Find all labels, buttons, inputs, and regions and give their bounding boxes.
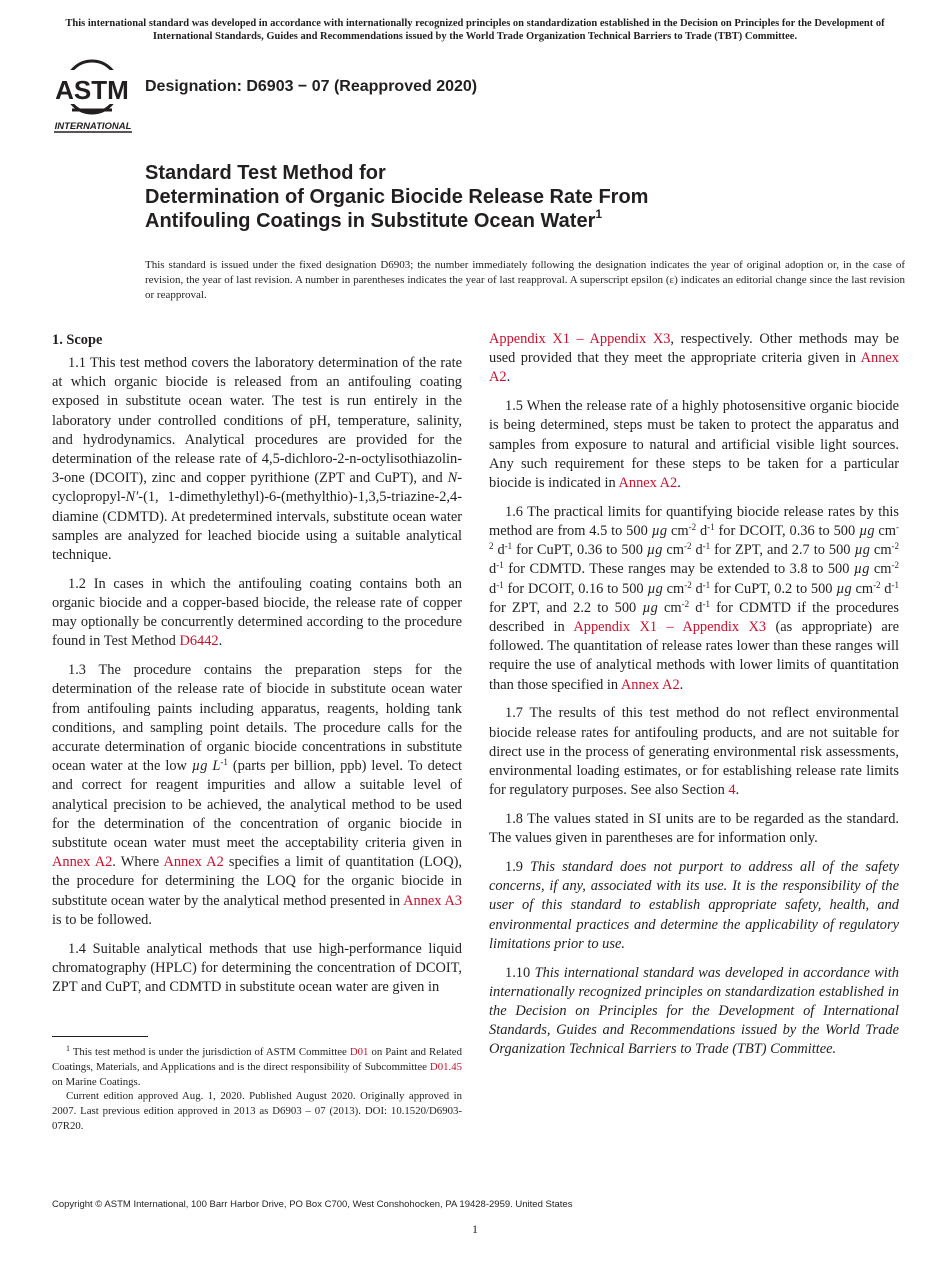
document-title (145, 161, 845, 233)
top-notice: This international standard was developed in accordance with internationally recognized principles on standardization established in the Decision on Principles for the Development of International Standards, Guides and Recommendations issued by the World Trade Organization Technical Barriers to Trade (TBT) Committee. (65, 18, 885, 42)
paragraph-1-5: 1.5 When the release rate of a highly photosensitive organic biocide is being determined, steps must be taken to protect the apparatus and samples from exposure to natural and artificial visible light sources. Any such requirement for these steps to be taken for a particular biocide is indicated in Annex A2. (489, 398, 899, 492)
link-annex-a3[interactable]: Annex A3 (403, 892, 462, 909)
paragraph-1-8: 1.8 The values stated in SI units are to be regarded as the standard. The values given in parentheses are for information only. (489, 811, 899, 847)
footnote-divider (52, 1036, 148, 1037)
link-appendix-x1-x3[interactable]: Appendix X1 – Appendix X3 (573, 619, 767, 636)
link-section-4[interactable]: 4 (728, 782, 736, 799)
link-d6442[interactable]: D6442 (179, 633, 219, 650)
designation: Designation: D6903 − 07 (Reapproved 2020) (145, 78, 478, 95)
astm-logo (52, 58, 134, 136)
paragraph-1-6: 1.6 The practical limits for quantifying biocide release rates by this method are from 4.5 to 500 µg $cm^{-2}$ $d^{-1}$ for DCOIT, 0.36 to 500 µg $cm^{-2}$ $d^{-1}$ for CuPT, 0.36 to 500 µg $cm^{-2}$ $d^{-1}$ for ZPT, and 2.7 to 500 µg $cm^{-2}$ $d^{-1}$ for CDMTD. These ranges may be extended to 3.8 to 500 µg $cm^{-2}$ $d^{-1}$ for DCOIT, 0.16 to 500 µg $cm^{-2}$ $d^{-1}$ for CuPT, 0.2 to 500 µg $cm^{-2}$ $d^{-1}$ for ZPT, and 2.2 to 500 µg $cm^{-2}$ $d^{-1}$ for CDMTD if the procedures described in Appendix X1 – Appendix X3 (as appropriate) are followed. The quantitation of release rates lower than these ranges will require the use of analytical methods with lower limits of quantitation than those specified in Annex A2. (489, 503, 900, 693)
paragraph-1-1: 1.1 This test method covers the laboratory determination of the rate at which organic biocide is released from an antifouling coating exposed in substitute ocean water. The test is run entirely in the laboratory under controlled conditions of pH, temperature, salinity, and hydrodynamics. Analytical procedures are provided for the determination of the release rate of 4,5-dichloro-2-n-octylisothiazolin-3-one (DCOIT), zinc and copper pyrithione (ZPT and CuPT), and N-cyclopropyl-N′-(1, 1-dimethylethyl)-6-(methylthio)-1,3,5-triazine-2,4-diamine (CDMTD). At predetermined intervals, substitute ocean water samples are analyzed for leached biocide using a suitable analytical technique. (52, 355, 462, 564)
paragraph-1-7: 1.7 The results of this test method do not reflect environmental biocide release rates for antifouling products, and are not suitable for direct use in the process of generating environmental risk assessments, environmental loading estimates, or for establishing release rate limits for regulatory purposes. See also Section 4. (489, 705, 899, 799)
page-number: 1 (472, 1222, 478, 1236)
link-annex-a2[interactable]: Annex A2 (52, 854, 113, 871)
copyright: Copyright © ASTM International, 100 Barr Harbor Drive, PO Box C700, West Conshohocken, PA 19428-2959. United States (52, 1199, 573, 1210)
link-appendix-x1-x3[interactable]: Appendix X1 – Appendix X3 (489, 331, 671, 347)
right-column (489, 330, 899, 1069)
title-line-2: Determination of Organic Biocide Release Rate From (145, 186, 649, 208)
title-line-3: Antifouling Coatings in Substitute Ocean Water (145, 210, 596, 232)
link-annex-a2[interactable]: Annex A2 (618, 475, 678, 492)
paragraph-1-9: 1.9 This standard does not purport to address all of the safety concerns, if any, associated with its use. It is the responsibility of the user of this standard to establish appropriate safety, health, and environmental practices and determine the applicability of regulatory limitations prior to use. (489, 859, 899, 952)
footnote-edition: Current edition approved Aug. 1, 2020. Published August 2020. Originally approved in 2007. Last previous edition approved in 2013 as D6903 – 07 (2013). DOI: 10.1520/D6903-07R20. (52, 1090, 462, 1132)
link-annex-a2[interactable]: Annex A2 (620, 676, 680, 693)
logo-text: ASTM (55, 75, 129, 105)
link-annex-a2[interactable]: Annex A2 (163, 854, 224, 871)
astm-logo-mark (55, 61, 129, 113)
issue-note: This standard is issued under the fixed designation D6903; the number immediately following the designation indicates the year of original adoption or, in the case of revision, the year of last revision. A number in parentheses indicates the year of last reapproval. A superscript epsilon (ε) indicates an editorial change since the last revision or reapproval. (145, 259, 905, 301)
section-heading-scope: 1. Scope (52, 332, 103, 348)
footnote-1: $^1$ This test method is under the jurisdiction of ASTM Committee D01 on Paint and Related Coatings, Materials, and Applications and is the direct responsibility of Subcommittee D01.45 on Marine Coatings. (52, 1044, 462, 1088)
link-subcommittee-d01-45[interactable]: D01.45 (429, 1060, 462, 1073)
paragraph-1-2: 1.2 In cases in which the antifouling coating contains both an organic biocide and a copper-based biocide, the release rate of copper may optionally be concurrently determined according to the procedure found in Test Method D6442. (52, 575, 462, 650)
left-column (52, 330, 462, 1007)
paragraph-1-4-continued: Appendix X1 – Appendix X3, respectively. Other methods may be used provided that they meet the appropriate criteria given in Annex A2. (489, 331, 899, 386)
paragraph-1-10: 1.10 This international standard was developed in accordance with internationally recognized principles on standardization established in the Decision on Principles for the Development of International Standards, Guides and Recommendations issued by the World Trade Organization Technical Barriers to Trade (TBT) Committee. (489, 964, 899, 1058)
paragraph-1-4: 1.4 Suitable analytical methods that use high-performance liquid chromatography (HPLC) for determining the concentration of DCOIT, ZPT and CuPT, and CDMTD in substitute ocean water are given in (52, 940, 462, 996)
link-committee-d01[interactable]: D01 (349, 1046, 369, 1058)
paragraph-1-3: 1.3 The procedure contains the preparation steps for the determination of the release rate of biocide in substitute ocean water from antifouling paints including apparatus, reagents, holding tank conditions, and sampling point details. The procedure calls for the accurate determination of organic biocide concentrations in substitute ocean water at the low µg $L^{-1}$ (parts per billion, ppb) level. To detect and correct for reagent impurities and allow a suitable level of analytical precision to be achieved, the analytical method to be used for the determination of the concentration of organic biocide in substitute ocean water must meet the acceptability criteria given in Annex A2. Where Annex A2 specifies a limit of quantitation (LOQ), the procedure for determining the LOQ for the organic biocide in substitute ocean water by the analytical method presented in Annex A3 is to be followed. (52, 662, 463, 928)
title-footnote-mark: 1 (595, 207, 603, 221)
title-line-1: Standard Test Method for (145, 162, 386, 184)
link-annex-a2[interactable]: Annex A2 (489, 350, 899, 386)
footnotes (52, 1045, 462, 1134)
logo-subtext: INTERNATIONAL (54, 121, 132, 132)
